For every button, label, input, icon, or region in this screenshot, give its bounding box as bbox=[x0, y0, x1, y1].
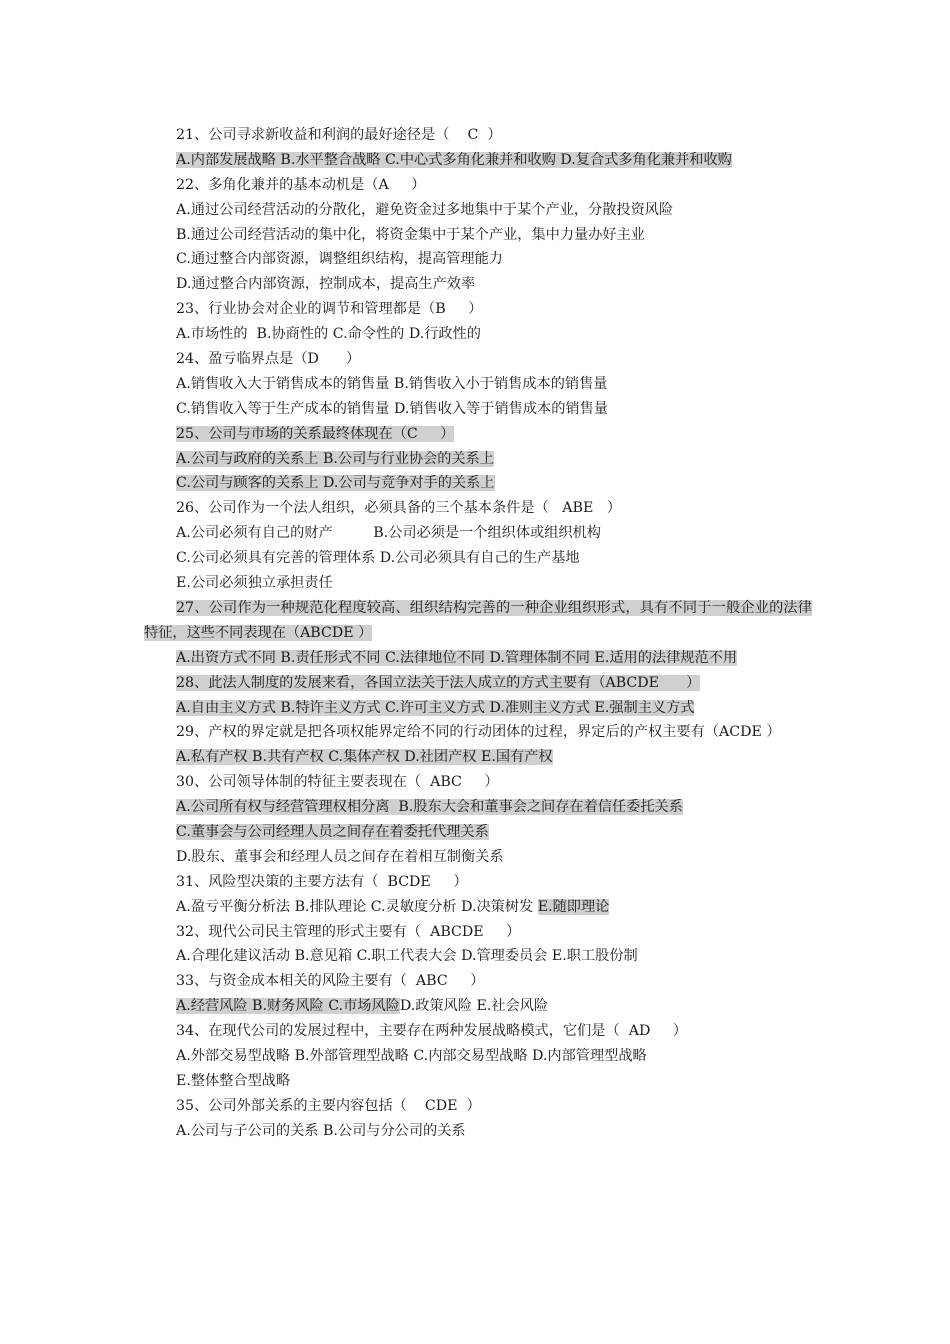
question-24: 24、盈亏临界点是（D ） bbox=[176, 351, 361, 368]
option-line: D.通过整合内部资源，控制成本，提高生产效率 bbox=[176, 276, 476, 293]
option-line: C.通过整合内部资源，调整组织结构，提高管理能力 bbox=[176, 251, 503, 268]
option-line bbox=[144, 745, 812, 770]
question-30: 30、公司领导体制的特征主要表现在（ ABC ） bbox=[176, 774, 499, 791]
question-23: 23、行业协会对企业的调节和管理都是（B ） bbox=[176, 301, 483, 318]
option-line: A.内部发展战略 B.水平整合战略 C.中心式多角化兼并和收购 D.复合式多角化兼并和收购 bbox=[176, 151, 732, 168]
question-list bbox=[144, 123, 812, 1144]
question-31: 31、风险型决策的主要方法有（ BCDE ） bbox=[176, 873, 468, 890]
option-line: C.公司必须具有完善的管理体系 D.公司必须具有自己的生产基地 bbox=[176, 550, 580, 567]
option-line: A.合理化建议活动 B.意见箱 C.职工代表大会 D.管理委员会 E.职工股份制 bbox=[176, 948, 638, 965]
highlighted-text: A.私有产权 B.共有产权 C.集体产权 D.社团产权 E.国有产权 bbox=[176, 749, 553, 766]
question-21-options bbox=[144, 148, 812, 173]
highlighted-text: E.随即理论 bbox=[537, 898, 610, 915]
option-line: A.市场性的 B.协商性的 C.命令性的 D.行政性的 bbox=[176, 326, 481, 343]
option-line bbox=[144, 820, 812, 845]
question-26: 26、公司作为一个法人组织，必须具备的三个基本条件是（ ABE ） bbox=[176, 500, 622, 517]
highlighted-text: C.董事会与公司经理人员之间存在着委托代理关系 bbox=[176, 824, 489, 841]
question-21: 21、公司寻求新收益和利润的最好途径是（ C ） bbox=[176, 127, 502, 143]
option-line bbox=[144, 447, 812, 472]
highlighted-text: A.公司与政府的关系上 B.公司与行业协会的关系上 bbox=[176, 450, 494, 467]
question-22: 22、多角化兼并的基本动机是（A ） bbox=[176, 176, 426, 193]
highlighted-text: C.公司与顾客的关系上 D.公司与竞争对手的关系上 bbox=[176, 475, 495, 492]
option-line: B.通过公司经营活动的集中化，将资金集中于某个产业，集中力量办好主业 bbox=[176, 226, 645, 243]
option-line: A.公司与子公司的关系 B.公司与分公司的关系 bbox=[176, 1122, 466, 1139]
question-33: 33、与资金成本相关的风险主要有（ ABC ） bbox=[176, 973, 485, 990]
option-line: A.公司必须有自己的财产 B.公司必须是一个组织体或组织机构 bbox=[176, 525, 601, 542]
highlighted-text: 25、公司与市场的关系最终体现在（C ） bbox=[176, 425, 455, 442]
option-line: E.整体整合型战略 bbox=[176, 1072, 291, 1089]
question-27-options bbox=[144, 646, 812, 671]
plain-text: A.盈亏平衡分析法 B.排队理论 C.灵敏度分析 D.决策树发 bbox=[176, 898, 538, 915]
option-line bbox=[144, 696, 812, 721]
question-28 bbox=[144, 671, 812, 696]
option-line bbox=[144, 795, 812, 820]
option-line: D.股东、董事会和经理人员之间存在着相互制衡关系 bbox=[176, 848, 504, 865]
highlighted-text: A.经营风险 B.财务风险 C.市场风险 bbox=[176, 998, 400, 1015]
question-35: 35、公司外部关系的主要内容包括（ CDE ） bbox=[176, 1097, 481, 1114]
highlighted-text: A.公司所有权与经营管理权相分离 B.股东大会和董事会之间存在着信任委托关系 bbox=[176, 799, 683, 816]
question-27 bbox=[144, 596, 812, 646]
option-line: A.通过公司经营活动的分散化，避免资金过多地集中于某个产业，分散投资风险 bbox=[176, 201, 674, 218]
option-line: E.公司必须独立承担责任 bbox=[176, 575, 333, 592]
option-line: A.外部交易型战略 B.外部管理型战略 C.内部交易型战略 D.内部管理型战略 bbox=[176, 1048, 647, 1065]
option-line: C.销售收入等于生产成本的销售量 D.销售收入等于销售成本的销售量 bbox=[176, 400, 608, 417]
highlighted-text: A.自由主义方式 B.特许主义方式 C.许可主义方式 D.准则主义方式 E.强制主义方式 bbox=[176, 699, 695, 716]
option-line: A.销售收入大于销售成本的销售量 B.销售收入小于销售成本的销售量 bbox=[176, 375, 608, 392]
question-32: 32、现代公司民主管理的形式主要有（ ABCDE ） bbox=[176, 923, 521, 940]
question-25 bbox=[144, 422, 812, 447]
option-line bbox=[144, 471, 812, 496]
highlighted-text: A.出资方式不同 B.责任形式不同 C.法律地位不同 D.管理体制不同 E.适用的法律规范不用 bbox=[176, 649, 738, 666]
question-29: 29、产权的界定就是把各项权能界定给不同的行动团体的过程，界定后的产权主要有（ACDE ） bbox=[176, 724, 781, 741]
option-line bbox=[144, 895, 812, 920]
question-34: 34、在现代公司的发展过程中，主要存在两种发展战略模式，它们是（ AD ） bbox=[176, 1023, 688, 1040]
highlighted-text: 27、公司作为一种规范化程度较高、组织结构完善的一种企业组织形式，具有不同于一般企业的法律特征，这些不同表现在（ABCDE ） bbox=[144, 599, 812, 641]
plain-text: D.政策风险 E.社会风险 bbox=[399, 998, 549, 1015]
option-line bbox=[144, 994, 812, 1019]
highlighted-text: 28、此法人制度的发展来看，各国立法关于法人成立的方式主要有（ABCDE ） bbox=[176, 674, 701, 691]
